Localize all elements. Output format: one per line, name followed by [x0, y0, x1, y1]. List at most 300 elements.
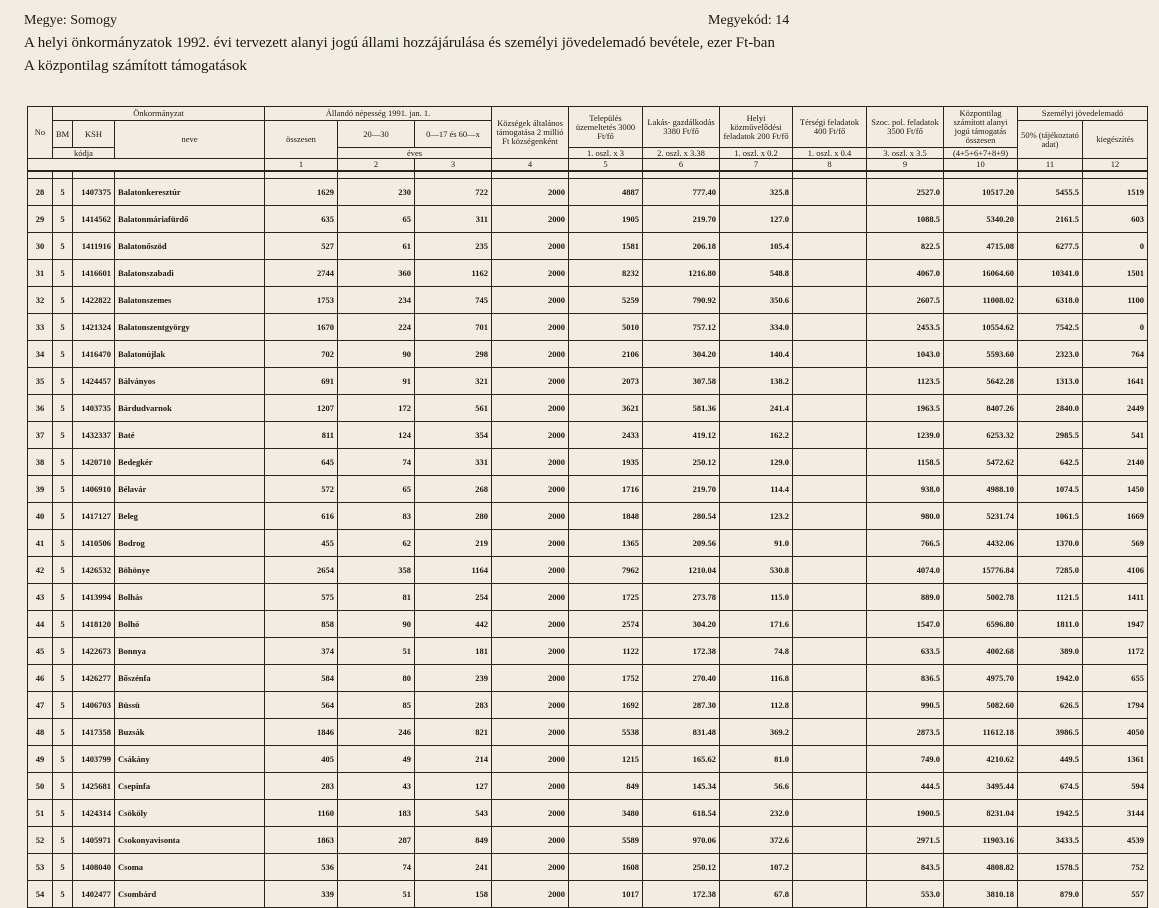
- row-population-total: 584: [265, 665, 338, 692]
- row-col-8: [793, 881, 867, 908]
- row-bm-code: 5: [53, 233, 73, 260]
- row-bm-code: 5: [53, 638, 73, 665]
- table-row: [28, 206, 1148, 233]
- row-col-5: 1935: [569, 449, 643, 476]
- row-name: Balatonszabadi: [115, 260, 265, 287]
- row-ksh-code: 1422822: [73, 287, 115, 314]
- row-population-total: 405: [265, 746, 338, 773]
- row-name: Bőszénfa: [115, 665, 265, 692]
- row-col-6: 304.20: [643, 611, 720, 638]
- row-population-20-30: 360: [338, 260, 415, 287]
- row-no: 54: [28, 881, 53, 908]
- row-col-9: 1963.5: [867, 395, 944, 422]
- row-population-20-30: 124: [338, 422, 415, 449]
- row-col-9: 822.5: [867, 233, 944, 260]
- row-col-4: 2000: [492, 368, 569, 395]
- row-col-9: 2527.0: [867, 179, 944, 206]
- row-name: Böhönye: [115, 557, 265, 584]
- row-bm-code: 5: [53, 287, 73, 314]
- row-col-12: 1519: [1083, 179, 1148, 206]
- row-bm-code: 5: [53, 719, 73, 746]
- row-col-12: 1100: [1083, 287, 1148, 314]
- row-col-12: 1947: [1083, 611, 1148, 638]
- row-name: Bélavár: [115, 476, 265, 503]
- row-population-total: 527: [265, 233, 338, 260]
- row-bm-code: 5: [53, 206, 73, 233]
- row-col-10: 11612.18: [944, 719, 1018, 746]
- row-col-10: 3495.44: [944, 773, 1018, 800]
- row-population-total: 1207: [265, 395, 338, 422]
- row-col-8: [793, 584, 867, 611]
- row-ksh-code: 1426277: [73, 665, 115, 692]
- row-col-6: 287.30: [643, 692, 720, 719]
- row-col-4: 2000: [492, 584, 569, 611]
- row-col-10: 4432.06: [944, 530, 1018, 557]
- row-col-7: 81.0: [720, 746, 793, 773]
- row-population-total: 635: [265, 206, 338, 233]
- row-name: Balatonmáriafürdő: [115, 206, 265, 233]
- table-row: [28, 584, 1148, 611]
- row-col-6: 790.92: [643, 287, 720, 314]
- row-no: 47: [28, 692, 53, 719]
- row-col-8: [793, 773, 867, 800]
- row-population-20-30: 246: [338, 719, 415, 746]
- row-col-5: 1215: [569, 746, 643, 773]
- row-col-11: 389.0: [1018, 638, 1083, 665]
- row-name: Balatonszemes: [115, 287, 265, 314]
- row-bm-code: 5: [53, 800, 73, 827]
- row-population-0-17-60: 745: [415, 287, 492, 314]
- row-col-12: 1450: [1083, 476, 1148, 503]
- row-col-12: 1501: [1083, 260, 1148, 287]
- row-col-7: 127.0: [720, 206, 793, 233]
- col-6-formula: 2. oszl. x 3.38: [643, 148, 720, 159]
- row-col-7: 171.6: [720, 611, 793, 638]
- row-col-12: 541: [1083, 422, 1148, 449]
- row-population-total: 691: [265, 368, 338, 395]
- row-population-0-17-60: 280: [415, 503, 492, 530]
- row-ksh-code: 1406910: [73, 476, 115, 503]
- row-col-6: 970.06: [643, 827, 720, 854]
- row-col-9: 980.0: [867, 503, 944, 530]
- row-col-11: 1942.5: [1018, 800, 1083, 827]
- row-name: Bolhás: [115, 584, 265, 611]
- row-population-total: 1160: [265, 800, 338, 827]
- row-population-0-17-60: 239: [415, 665, 492, 692]
- row-no: 48: [28, 719, 53, 746]
- row-population-total: 575: [265, 584, 338, 611]
- row-col-8: [793, 179, 867, 206]
- row-bm-code: 5: [53, 503, 73, 530]
- row-population-0-17-60: 1162: [415, 260, 492, 287]
- row-col-10: 4210.62: [944, 746, 1018, 773]
- row-col-4: 2000: [492, 449, 569, 476]
- row-population-total: 339: [265, 881, 338, 908]
- row-col-7: 372.6: [720, 827, 793, 854]
- table-row: [28, 854, 1148, 881]
- table-row: [28, 746, 1148, 773]
- row-population-total: 572: [265, 476, 338, 503]
- row-col-9: 4074.0: [867, 557, 944, 584]
- row-col-12: 1411: [1083, 584, 1148, 611]
- row-col-4: 2000: [492, 881, 569, 908]
- row-population-20-30: 65: [338, 476, 415, 503]
- row-col-4: 2000: [492, 503, 569, 530]
- row-col-7: 548.8: [720, 260, 793, 287]
- row-col-5: 2073: [569, 368, 643, 395]
- row-population-total: 2654: [265, 557, 338, 584]
- row-bm-code: 5: [53, 476, 73, 503]
- table-row: [28, 827, 1148, 854]
- row-col-6: 145.34: [643, 773, 720, 800]
- row-col-6: 307.58: [643, 368, 720, 395]
- row-col-12: 569: [1083, 530, 1148, 557]
- row-col-12: 3144: [1083, 800, 1148, 827]
- row-col-9: 1900.5: [867, 800, 944, 827]
- page-title: A helyi önkormányzatok 1992. évi tervezett alanyi jogú állami hozzájárulása és személyi jövedelemadó bevétele, ezer Ft-ban: [24, 35, 775, 51]
- row-col-9: 1043.0: [867, 341, 944, 368]
- col-no: No: [28, 107, 53, 159]
- row-population-0-17-60: 821: [415, 719, 492, 746]
- row-col-6: 777.40: [643, 179, 720, 206]
- row-population-20-30: 90: [338, 611, 415, 638]
- row-population-0-17-60: 849: [415, 827, 492, 854]
- row-col-8: [793, 692, 867, 719]
- row-col-9: 2453.5: [867, 314, 944, 341]
- row-population-0-17-60: 722: [415, 179, 492, 206]
- row-population-0-17-60: 219: [415, 530, 492, 557]
- row-col-11: 6277.5: [1018, 233, 1083, 260]
- row-col-10: 15776.84: [944, 557, 1018, 584]
- row-name: Bolhó: [115, 611, 265, 638]
- row-col-12: 4106: [1083, 557, 1148, 584]
- row-col-10: 6253.32: [944, 422, 1018, 449]
- row-col-6: 172.38: [643, 638, 720, 665]
- row-col-11: 2985.5: [1018, 422, 1083, 449]
- row-no: 44: [28, 611, 53, 638]
- row-col-12: 1361: [1083, 746, 1148, 773]
- header-gap: [28, 171, 53, 179]
- row-col-5: 3480: [569, 800, 643, 827]
- row-col-6: 250.12: [643, 854, 720, 881]
- row-col-9: 836.5: [867, 665, 944, 692]
- row-name: Csombárd: [115, 881, 265, 908]
- table-row: [28, 449, 1148, 476]
- row-name: Buzsák: [115, 719, 265, 746]
- row-col-7: 350.6: [720, 287, 793, 314]
- row-col-7: 241.4: [720, 395, 793, 422]
- row-col-8: [793, 233, 867, 260]
- row-col-9: 766.5: [867, 530, 944, 557]
- row-population-total: 455: [265, 530, 338, 557]
- row-population-20-30: 61: [338, 233, 415, 260]
- row-col-10: 10517.20: [944, 179, 1018, 206]
- col-number-5: 5: [569, 159, 643, 172]
- row-name: Csokonyavisonta: [115, 827, 265, 854]
- row-col-10: 8407.26: [944, 395, 1018, 422]
- row-col-6: 1216.80: [643, 260, 720, 287]
- row-population-20-30: 51: [338, 638, 415, 665]
- col-7-formula: 1. oszl. x 0.2: [720, 148, 793, 159]
- row-col-4: 2000: [492, 530, 569, 557]
- row-col-6: 618.54: [643, 800, 720, 827]
- row-col-11: 642.5: [1018, 449, 1083, 476]
- row-ksh-code: 1402477: [73, 881, 115, 908]
- row-population-20-30: 224: [338, 314, 415, 341]
- row-bm-code: 5: [53, 584, 73, 611]
- col-number-6: 6: [643, 159, 720, 172]
- row-col-6: 1210.04: [643, 557, 720, 584]
- row-col-5: 1752: [569, 665, 643, 692]
- row-col-11: 6318.0: [1018, 287, 1083, 314]
- row-col-11: 1313.0: [1018, 368, 1083, 395]
- row-col-10: 10554.62: [944, 314, 1018, 341]
- table-row: [28, 881, 1148, 908]
- row-col-11: 1370.0: [1018, 530, 1083, 557]
- table-row: [28, 341, 1148, 368]
- row-population-0-17-60: 158: [415, 881, 492, 908]
- row-ksh-code: 1416470: [73, 341, 115, 368]
- col-5-formula: 1. oszl. x 3: [569, 148, 643, 159]
- row-ksh-code: 1417127: [73, 503, 115, 530]
- row-col-6: 831.48: [643, 719, 720, 746]
- row-population-0-17-60: 298: [415, 341, 492, 368]
- row-col-4: 2000: [492, 341, 569, 368]
- row-name: Baté: [115, 422, 265, 449]
- row-col-8: [793, 800, 867, 827]
- table-row: [28, 665, 1148, 692]
- row-col-5: 1716: [569, 476, 643, 503]
- row-col-7: 67.8: [720, 881, 793, 908]
- row-col-11: 3433.5: [1018, 827, 1083, 854]
- row-population-20-30: 287: [338, 827, 415, 854]
- row-col-4: 2000: [492, 611, 569, 638]
- row-col-4: 2000: [492, 422, 569, 449]
- row-col-8: [793, 638, 867, 665]
- row-name: Bárdudvarnok: [115, 395, 265, 422]
- row-no: 45: [28, 638, 53, 665]
- row-col-9: 1239.0: [867, 422, 944, 449]
- col-number-10: 10: [944, 159, 1018, 172]
- col-6-header: Lakás- gazdálkodás 3380 Ft/fő: [643, 107, 720, 148]
- row-col-11: 1074.5: [1018, 476, 1083, 503]
- row-no: 38: [28, 449, 53, 476]
- row-name: Csoma: [115, 854, 265, 881]
- row-col-4: 2000: [492, 746, 569, 773]
- row-col-6: 209.56: [643, 530, 720, 557]
- row-col-5: 2106: [569, 341, 643, 368]
- row-col-11: 2161.5: [1018, 206, 1083, 233]
- row-col-6: 273.78: [643, 584, 720, 611]
- row-col-10: 4002.68: [944, 638, 1018, 665]
- row-col-11: 2323.0: [1018, 341, 1083, 368]
- row-population-0-17-60: 543: [415, 800, 492, 827]
- page-subtitle: A központilag számított támogatások: [24, 58, 247, 74]
- col-number-1: 1: [265, 159, 338, 172]
- row-col-9: 990.5: [867, 692, 944, 719]
- row-no: 51: [28, 800, 53, 827]
- row-population-total: 283: [265, 773, 338, 800]
- row-col-10: 4715.08: [944, 233, 1018, 260]
- row-col-7: 91.0: [720, 530, 793, 557]
- row-col-10: 16064.60: [944, 260, 1018, 287]
- col-number-2: 2: [338, 159, 415, 172]
- county-code-label: Megyekód: 14: [708, 13, 790, 28]
- row-col-4: 2000: [492, 287, 569, 314]
- row-col-12: 655: [1083, 665, 1148, 692]
- row-population-total: 564: [265, 692, 338, 719]
- row-col-11: 1942.0: [1018, 665, 1083, 692]
- row-col-8: [793, 449, 867, 476]
- row-col-11: 7285.0: [1018, 557, 1083, 584]
- row-population-20-30: 62: [338, 530, 415, 557]
- row-col-8: [793, 395, 867, 422]
- row-name: Büssü: [115, 692, 265, 719]
- row-col-6: 757.12: [643, 314, 720, 341]
- row-col-5: 1725: [569, 584, 643, 611]
- row-col-7: 114.4: [720, 476, 793, 503]
- col-7-header: Helyi közművelődési feladatok 200 Ft/fő: [720, 107, 793, 148]
- row-population-20-30: 65: [338, 206, 415, 233]
- row-col-10: 4975.70: [944, 665, 1018, 692]
- table-body: [28, 179, 1148, 908]
- row-col-4: 2000: [492, 260, 569, 287]
- table-row: [28, 638, 1148, 665]
- col-number-12: 12: [1083, 159, 1148, 172]
- table-row: [28, 800, 1148, 827]
- col-12-header: kiegészítés: [1083, 121, 1148, 159]
- row-ksh-code: 1418120: [73, 611, 115, 638]
- row-population-0-17-60: 311: [415, 206, 492, 233]
- row-col-7: 325.8: [720, 179, 793, 206]
- table-row: [28, 692, 1148, 719]
- row-col-11: 1121.5: [1018, 584, 1083, 611]
- row-col-11: 3986.5: [1018, 719, 1083, 746]
- col-number-9: 9: [867, 159, 944, 172]
- row-col-10: 5340.20: [944, 206, 1018, 233]
- row-ksh-code: 1413994: [73, 584, 115, 611]
- row-col-8: [793, 287, 867, 314]
- row-no: 32: [28, 287, 53, 314]
- row-col-12: 2140: [1083, 449, 1148, 476]
- row-col-12: 594: [1083, 773, 1148, 800]
- row-name: Bálványos: [115, 368, 265, 395]
- table-row: [28, 260, 1148, 287]
- row-col-11: 879.0: [1018, 881, 1083, 908]
- row-col-7: 112.8: [720, 692, 793, 719]
- row-bm-code: 5: [53, 773, 73, 800]
- row-population-0-17-60: 268: [415, 476, 492, 503]
- row-col-5: 5589: [569, 827, 643, 854]
- row-no: 49: [28, 746, 53, 773]
- row-ksh-code: 1408040: [73, 854, 115, 881]
- row-col-10: 8231.04: [944, 800, 1018, 827]
- row-ksh-code: 1426532: [73, 557, 115, 584]
- row-col-12: 4050: [1083, 719, 1148, 746]
- row-ksh-code: 1403735: [73, 395, 115, 422]
- row-col-7: 232.0: [720, 800, 793, 827]
- row-col-9: 633.5: [867, 638, 944, 665]
- row-bm-code: 5: [53, 341, 73, 368]
- row-population-total: 1846: [265, 719, 338, 746]
- row-col-4: 2000: [492, 206, 569, 233]
- row-no: 46: [28, 665, 53, 692]
- row-ksh-code: 1414562: [73, 206, 115, 233]
- row-col-5: 1608: [569, 854, 643, 881]
- row-population-0-17-60: 354: [415, 422, 492, 449]
- table-row: [28, 557, 1148, 584]
- row-col-12: 2449: [1083, 395, 1148, 422]
- row-name: Balatonőszöd: [115, 233, 265, 260]
- row-col-8: [793, 476, 867, 503]
- row-col-8: [793, 530, 867, 557]
- row-col-6: 219.70: [643, 476, 720, 503]
- row-population-0-17-60: 331: [415, 449, 492, 476]
- col-kodja: kódja: [53, 148, 115, 159]
- row-col-12: 0: [1083, 314, 1148, 341]
- col-number-11: 11: [1018, 159, 1083, 172]
- row-ksh-code: 1422673: [73, 638, 115, 665]
- col-onkormanyzat: Önkormányzat: [53, 107, 265, 121]
- row-col-8: [793, 746, 867, 773]
- row-col-8: [793, 557, 867, 584]
- row-col-7: 334.0: [720, 314, 793, 341]
- row-col-9: 749.0: [867, 746, 944, 773]
- row-col-7: 530.8: [720, 557, 793, 584]
- col-8-header: Térségi feladatok 400 Ft/fő: [793, 107, 867, 148]
- row-col-4: 2000: [492, 314, 569, 341]
- row-col-4: 2000: [492, 719, 569, 746]
- row-name: Balatonszentgyörgy: [115, 314, 265, 341]
- row-population-total: 1753: [265, 287, 338, 314]
- row-population-0-17-60: 442: [415, 611, 492, 638]
- row-population-0-17-60: 254: [415, 584, 492, 611]
- row-no: 42: [28, 557, 53, 584]
- row-col-10: 5231.74: [944, 503, 1018, 530]
- row-col-8: [793, 314, 867, 341]
- row-population-20-30: 85: [338, 692, 415, 719]
- row-population-0-17-60: 214: [415, 746, 492, 773]
- row-col-9: 2971.5: [867, 827, 944, 854]
- row-col-12: 557: [1083, 881, 1148, 908]
- row-col-12: 0: [1083, 233, 1148, 260]
- row-name: Beleg: [115, 503, 265, 530]
- row-col-8: [793, 503, 867, 530]
- row-ksh-code: 1407375: [73, 179, 115, 206]
- row-bm-code: 5: [53, 530, 73, 557]
- row-col-4: 2000: [492, 827, 569, 854]
- row-col-5: 1905: [569, 206, 643, 233]
- row-col-6: 219.70: [643, 206, 720, 233]
- row-col-8: [793, 611, 867, 638]
- row-col-10: 5642.28: [944, 368, 1018, 395]
- row-population-20-30: 230: [338, 179, 415, 206]
- row-population-20-30: 51: [338, 881, 415, 908]
- row-col-12: 1172: [1083, 638, 1148, 665]
- row-col-6: 250.12: [643, 449, 720, 476]
- row-no: 43: [28, 584, 53, 611]
- row-bm-code: 5: [53, 692, 73, 719]
- row-col-5: 5259: [569, 287, 643, 314]
- row-col-7: 56.6: [720, 773, 793, 800]
- row-col-11: 449.5: [1018, 746, 1083, 773]
- row-col-7: 140.4: [720, 341, 793, 368]
- row-col-8: [793, 827, 867, 854]
- row-col-5: 5010: [569, 314, 643, 341]
- row-population-0-17-60: 1164: [415, 557, 492, 584]
- row-col-9: 938.0: [867, 476, 944, 503]
- row-col-5: 1581: [569, 233, 643, 260]
